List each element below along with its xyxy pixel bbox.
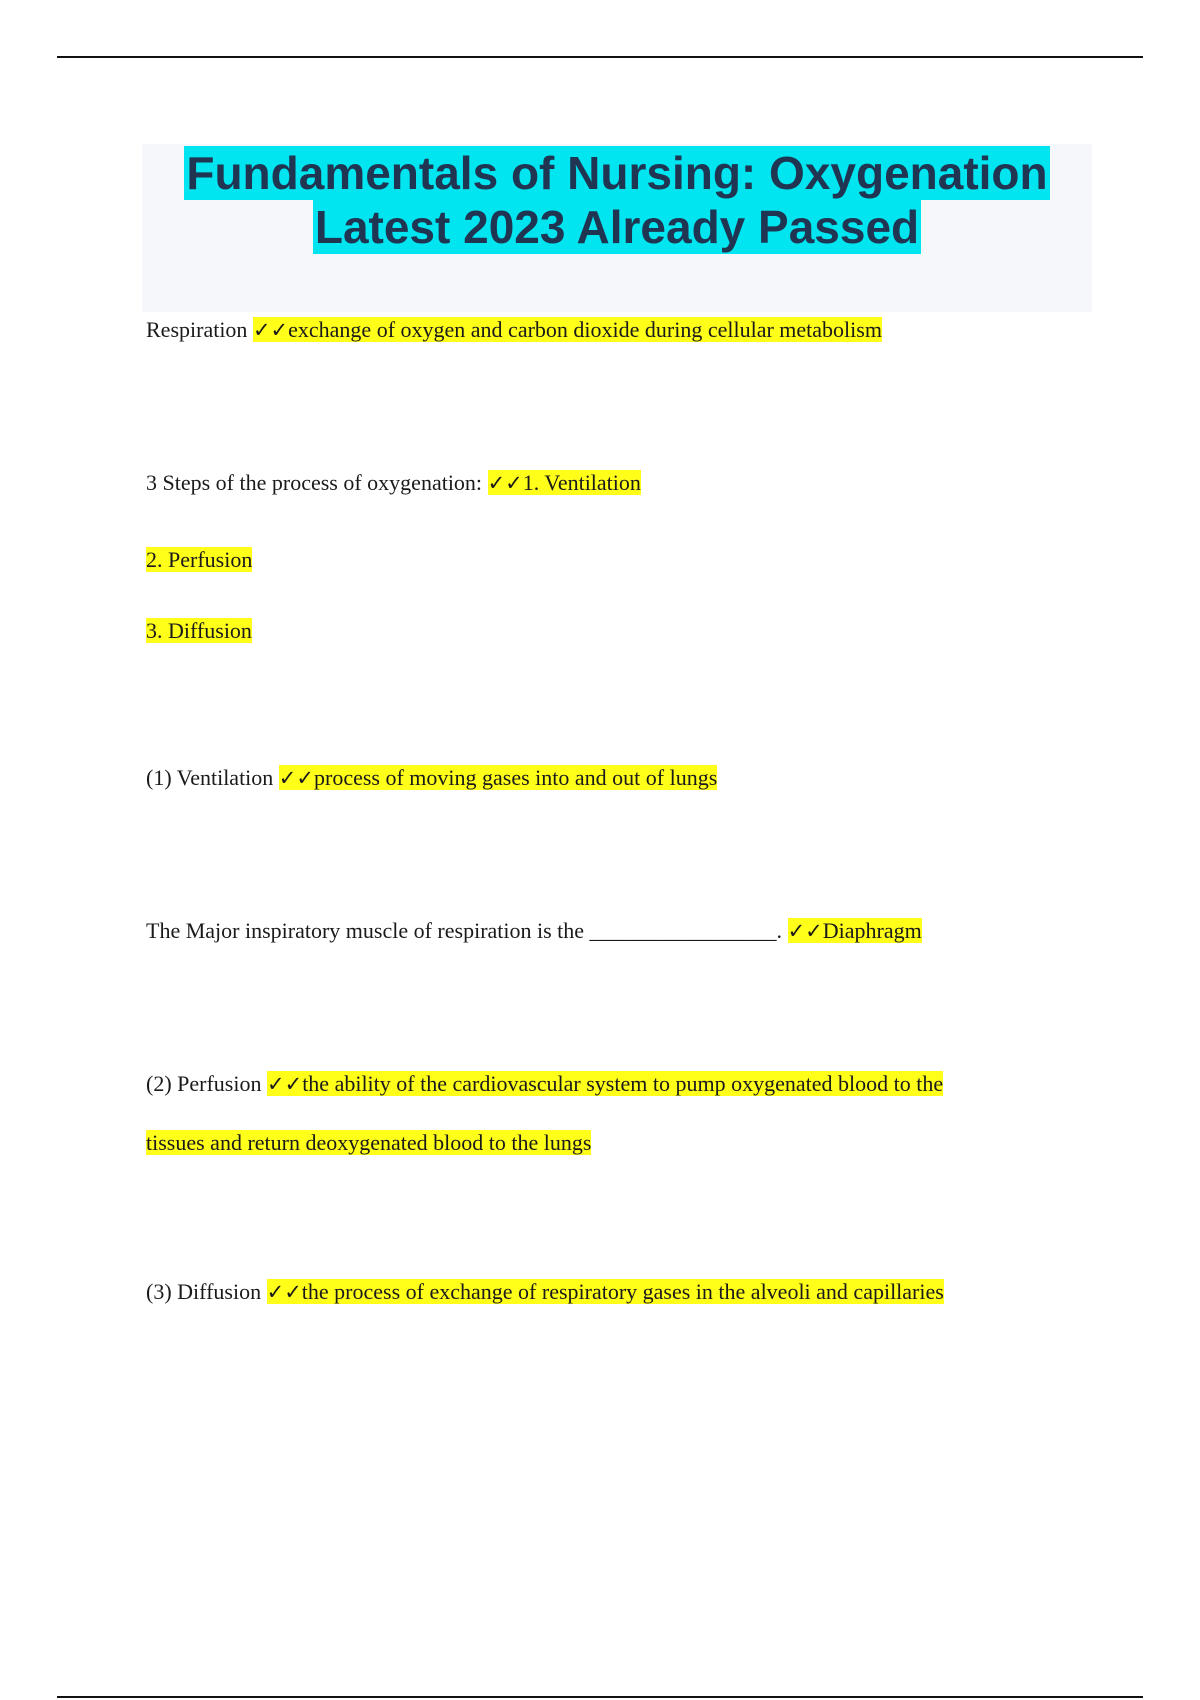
answer: 2. Perfusion [146,547,253,572]
term: Respiration [146,317,253,342]
qa-ventilation [146,763,717,793]
answer: ✓✓Diaphragm [787,918,922,943]
answer: ✓✓exchange of oxygen and carbon dioxide during cellular metabolism [252,317,882,342]
qa-oxygenation-steps [146,468,641,498]
answer: ✓✓process of moving gases into and out of lungs [278,765,718,790]
bottom-rule [57,1696,1143,1698]
answer: ✓✓1. Ventilation [487,470,641,495]
answer: tissues and return deoxygenated blood to the lungs [146,1130,592,1155]
term: (3) Diffusion [146,1279,267,1304]
double-check-icon: ✓✓ [252,318,289,342]
term: 3 Steps of the process of oxygenation: [146,470,488,495]
title-banner [142,144,1092,312]
double-check-icon: ✓✓ [278,766,314,790]
step-perfusion [146,545,252,575]
page-title-line-2: Latest 2023 Already Passed [314,201,920,253]
qa-diffusion [146,1277,944,1307]
qa-inspiratory-muscle [146,916,922,946]
answer: ✓✓the process of exchange of respiratory gases in the alveoli and capillaries [266,1279,944,1304]
qa-perfusion [146,1069,943,1099]
qa-respiration [146,315,882,345]
double-check-icon: ✓✓ [266,1072,303,1096]
term: The Major inspiratory muscle of respiration is the _________________. [146,918,788,943]
answer: 3. Diffusion [146,618,252,643]
top-rule [57,56,1143,58]
qa-perfusion-continued [146,1128,591,1158]
double-check-icon: ✓✓ [787,919,823,943]
step-diffusion [146,616,252,646]
double-check-icon: ✓✓ [487,471,523,495]
page-title-line-1: Fundamentals of Nursing: Oxygenation [186,147,1048,199]
term: (2) Perfusion [146,1071,267,1096]
term: (1) Ventilation [146,765,279,790]
answer: ✓✓the ability of the cardiovascular system to pump oxygenated blood to the [266,1071,944,1096]
double-check-icon: ✓✓ [266,1280,302,1304]
